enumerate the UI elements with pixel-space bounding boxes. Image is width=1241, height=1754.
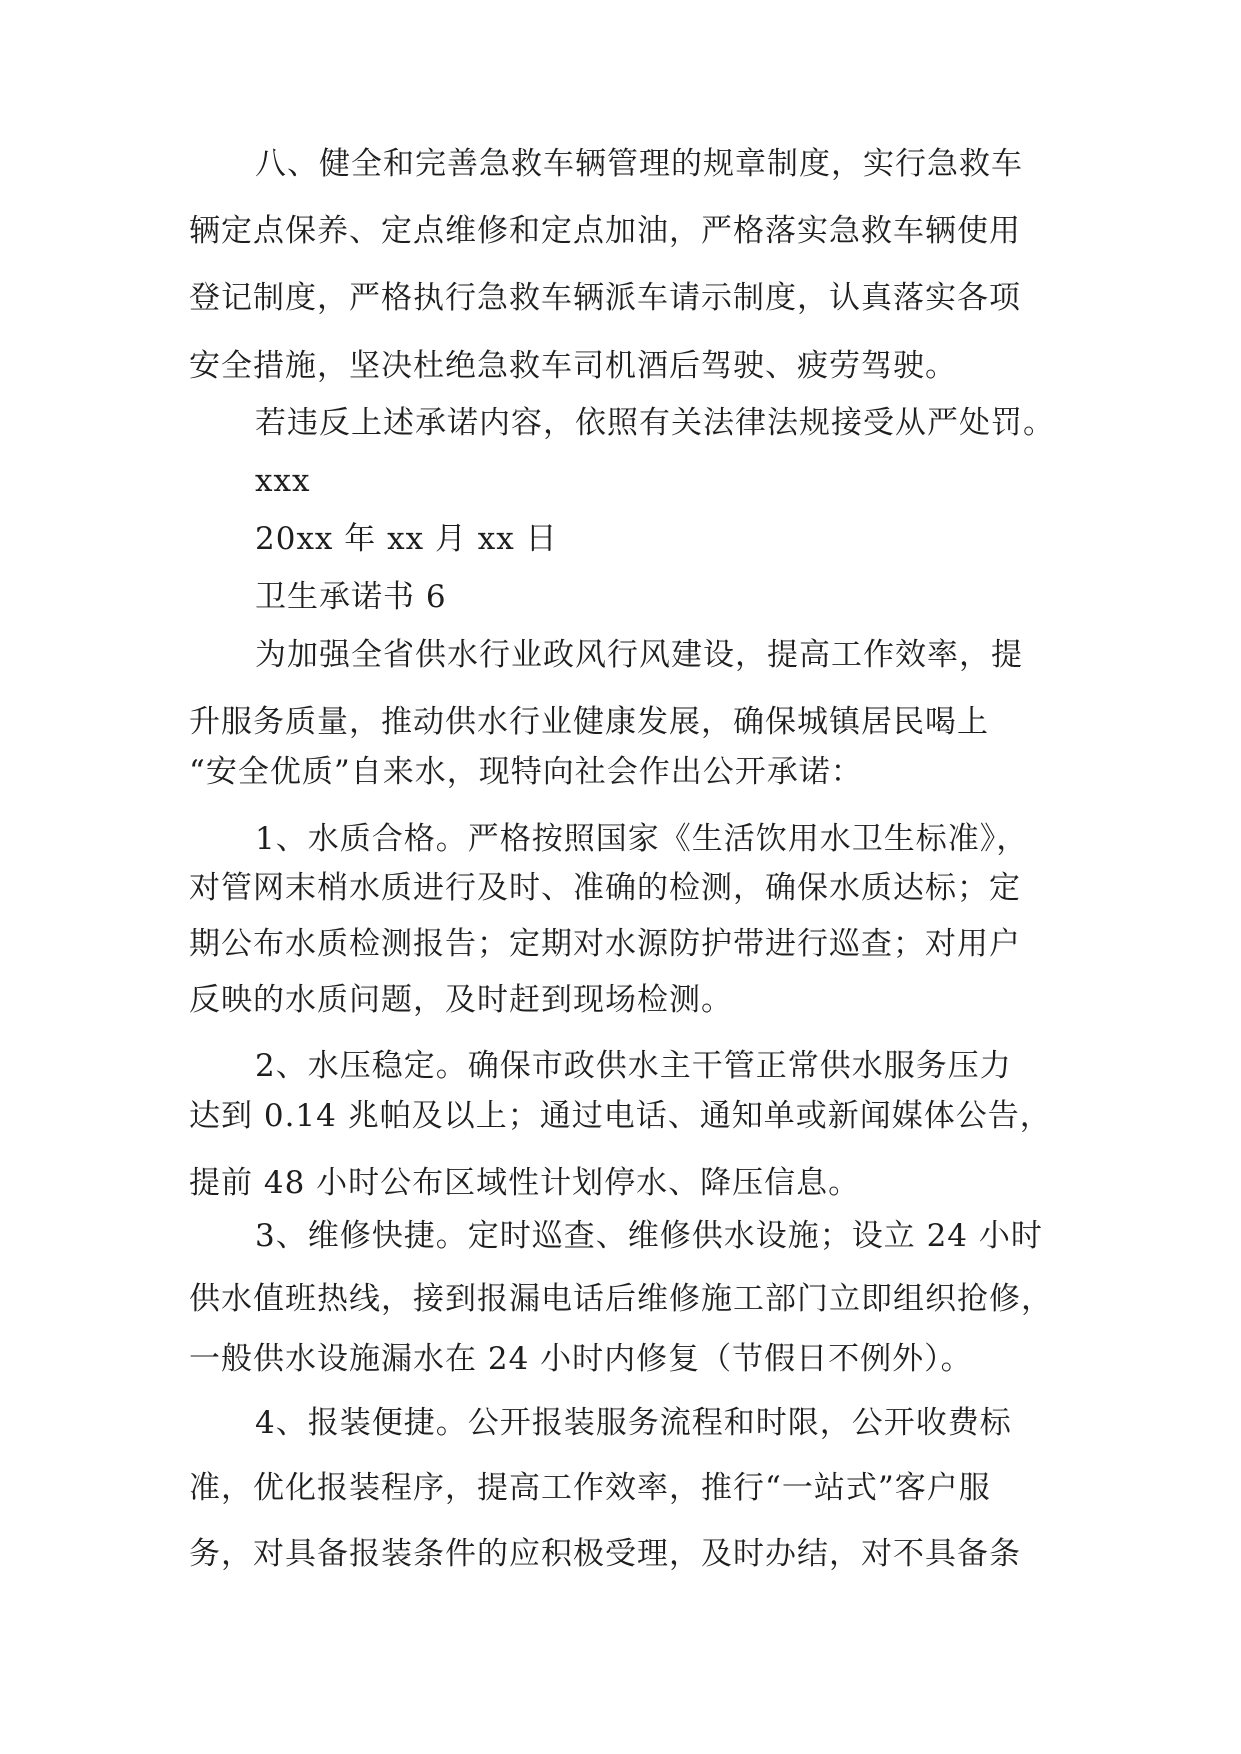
text-line: 2、水压稳定。确保市政供水主干管正常供水服务压力 [255, 1048, 1012, 1084]
text-line: 若违反上述承诺内容，依照有关法律法规接受从严处罚。 [255, 405, 1055, 441]
text-line: 期公布水质检测报告；定期对水源防护带进行巡查；对用户 [189, 926, 1021, 962]
text-line: 安全措施，坚决杜绝急救车司机酒后驾驶、疲劳驾驶。 [189, 348, 957, 384]
text-line: 辆定点保养、定点维修和定点加油，严格落实急救车辆使用 [189, 213, 1021, 249]
text-line: 八、健全和完善急救车辆管理的规章制度，实行急救车 [255, 146, 1023, 182]
text-line: 4、报装便捷。公开报装服务流程和时限，公开收费标 [255, 1405, 1012, 1441]
text-line: “安全优质”自来水，现特向社会作出公开承诺： [189, 754, 863, 790]
text-line: 供水值班热线，接到报漏电话后维修施工部门立即组织抢修， [189, 1281, 1053, 1317]
text-line: 为加强全省供水行业政风行风建设，提高工作效率，提 [255, 637, 1023, 673]
text-line: 对管网末梢水质进行及时、准确的检测，确保水质达标；定 [189, 870, 1021, 906]
text-line: 务，对具备报装条件的应积极受理，及时办结，对不具备条 [189, 1536, 1021, 1572]
text-line: xxx [255, 463, 311, 499]
text-line: 20xx 年 xx 月 xx 日 [255, 521, 558, 557]
text-line: 达到 0.14 兆帕及以上；通过电话、通知单或新闻媒体公告， [189, 1098, 1052, 1134]
text-line: 1、水质合格。严格按照国家《生活饮用水卫生标准》， [255, 821, 1029, 857]
text-line: 升服务质量，推动供水行业健康发展，确保城镇居民喝上 [189, 704, 989, 740]
text-line: 一般供水设施漏水在 24 小时内修复（节假日不例外）。 [189, 1341, 973, 1377]
text-line: 准，优化报装程序，提高工作效率，推行“一站式”客户服 [189, 1470, 991, 1506]
text-line: 卫生承诺书 6 [255, 579, 447, 615]
text-line: 登记制度，严格执行急救车辆派车请示制度，认真落实各项 [189, 280, 1021, 316]
text-line: 反映的水质问题，及时赶到现场检测。 [189, 982, 733, 1018]
text-line: 3、维修快捷。定时巡查、维修供水设施；设立 24 小时 [255, 1218, 1043, 1254]
text-line: 提前 48 小时公布区域性计划停水、降压信息。 [189, 1165, 861, 1201]
